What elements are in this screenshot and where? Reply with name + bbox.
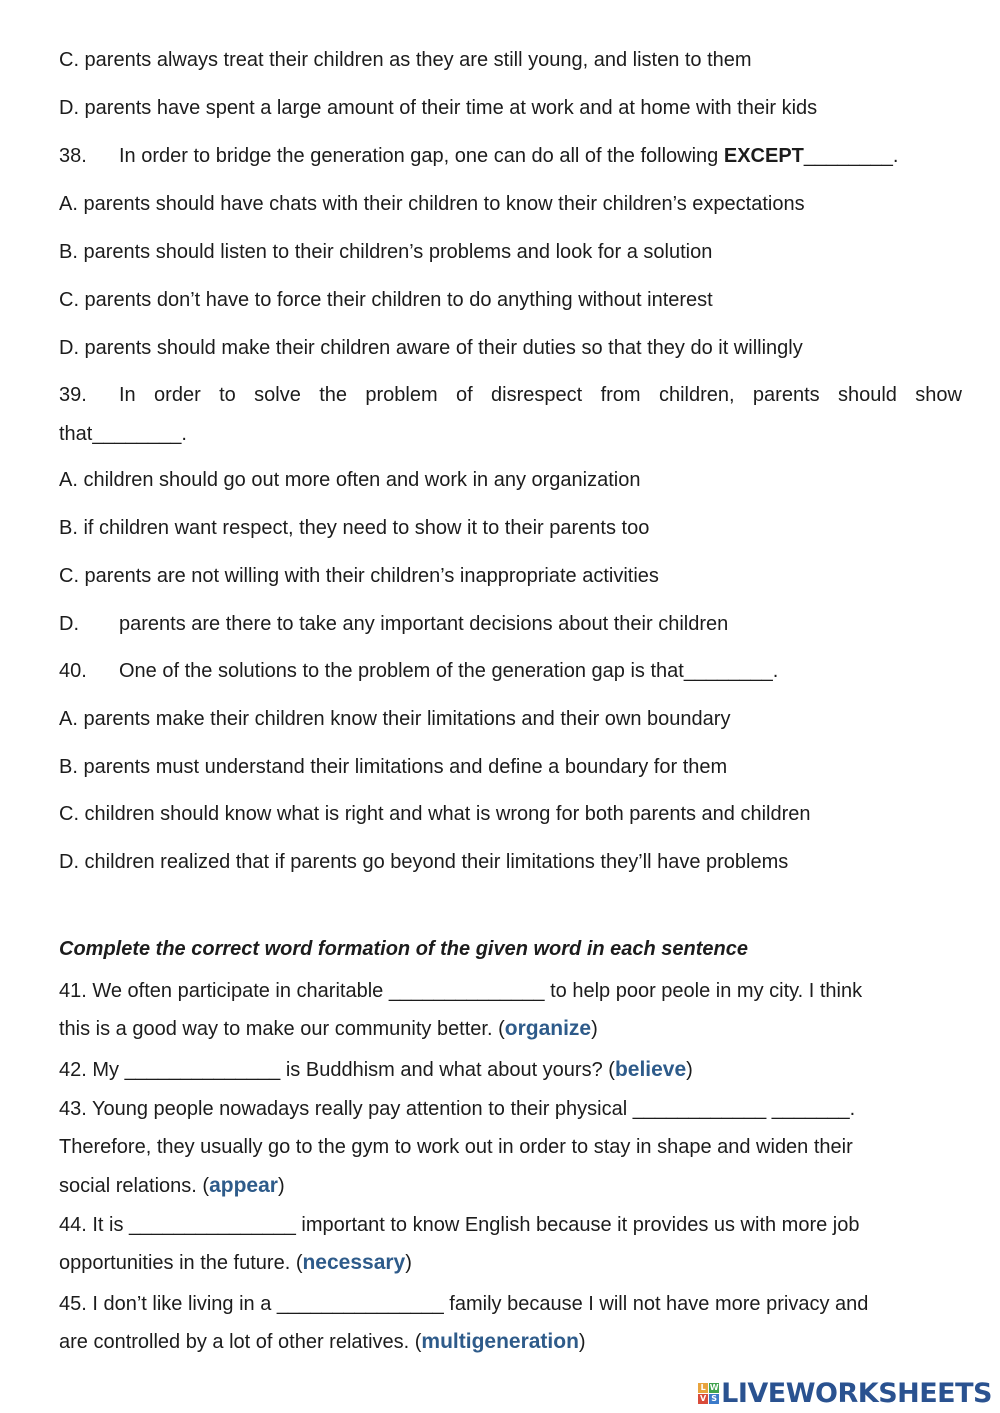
q39-option-d-letter: D. bbox=[59, 613, 79, 635]
q40-option-d: D. children realized that if parents go beyond their limitations they’ll have problems bbox=[59, 851, 789, 873]
q44-text: opportunities in the future. ( bbox=[59, 1252, 303, 1274]
q39-number: 39. bbox=[59, 384, 87, 406]
logo-mark-icon bbox=[698, 1383, 719, 1404]
q43-keyword: appear bbox=[209, 1174, 278, 1197]
q38-stem-except: EXCEPT bbox=[723, 145, 804, 167]
q38-number: 38. bbox=[59, 145, 87, 167]
logo-text: LIVEWORKSHEETS bbox=[721, 1378, 992, 1409]
liveworksheets-logo[interactable] bbox=[698, 1378, 992, 1409]
q42-text: 42. My ______________ is Buddhism and what about yours? ( bbox=[59, 1059, 615, 1081]
q41-text: this is a good way to make our community better. ( bbox=[59, 1018, 505, 1040]
q40-option-c: C. children should know what is right and what is wrong for both parents and children bbox=[59, 803, 811, 825]
q41-line1: 41. We often participate in charitable ______________ to help poor peole in my city. I think bbox=[59, 980, 863, 1002]
q39-stem bbox=[59, 383, 962, 407]
q43-line1: 43. Young people nowadays really pay attention to their physical ____________ _______. bbox=[59, 1098, 856, 1120]
q40-option-b: B. parents must understand their limitations and define a boundary for them bbox=[59, 756, 728, 778]
q40-option-a: A. parents make their children know their limitations and their own boundary bbox=[59, 708, 731, 730]
q45-close: ) bbox=[578, 1331, 586, 1353]
q45-line1: 45. I don’t like living in a _______________ family because I will not have more privacy and bbox=[59, 1293, 869, 1315]
q38-option-c: C. parents don’t have to force their children to do anything without interest bbox=[59, 289, 713, 311]
q44-keyword: necessary bbox=[302, 1251, 406, 1274]
q39-option-b: B. if children want respect, they need to show it to their parents too bbox=[59, 517, 650, 539]
q39-stem-text: In order to solve the problem of disrespect from children, parents should show bbox=[119, 384, 962, 406]
q39-option-d-text: parents are there to take any important decisions about their children bbox=[119, 613, 729, 635]
q39-option-c: C. parents are not willing with their children’s inappropriate activities bbox=[59, 565, 659, 587]
q42-keyword: believe bbox=[614, 1058, 687, 1081]
q38-option-d: D. parents should make their children aware of their duties so that they do it willingly bbox=[59, 337, 803, 359]
section-heading: Complete the correct word formation of the given word in each sentence bbox=[59, 938, 749, 960]
q40-number: 40. bbox=[59, 660, 87, 682]
q40-stem bbox=[59, 659, 962, 683]
q41-keyword: organize bbox=[504, 1017, 592, 1040]
q38-stem bbox=[59, 144, 962, 168]
logo-block-w: W bbox=[709, 1383, 719, 1392]
q44-close: ) bbox=[405, 1252, 412, 1274]
q45-keyword: multigeneration bbox=[421, 1330, 579, 1353]
logo-block-l: L bbox=[698, 1383, 708, 1393]
q43-line2: Therefore, they usually go to the gym to work out in order to stay in shape and widen their bbox=[59, 1136, 853, 1158]
q42-close: ) bbox=[686, 1059, 693, 1081]
q38-option-a: A. parents should have chats with their children to know their children’s expectations bbox=[59, 193, 805, 215]
logo-block-s: S bbox=[709, 1394, 719, 1404]
q41-line2 bbox=[59, 1017, 962, 1041]
q39-stem-line2: that________. bbox=[59, 423, 187, 445]
q44-line2 bbox=[59, 1251, 962, 1275]
logo-block-v: V bbox=[700, 1394, 707, 1403]
q40-stem-text: One of the solutions to the problem of the generation gap is that________. bbox=[119, 660, 779, 682]
q43-line3 bbox=[59, 1174, 962, 1198]
q44-line1: 44. It is _______________ important to know English because it provides us with more job bbox=[59, 1214, 860, 1236]
q43-text: social relations. ( bbox=[59, 1175, 210, 1197]
q45-line2 bbox=[59, 1330, 962, 1354]
q43-close: ) bbox=[277, 1175, 285, 1197]
q39-option-d bbox=[59, 612, 962, 636]
q38-option-b: B. parents should listen to their children’s problems and look for a solution bbox=[59, 241, 713, 263]
q37-option-d: D. parents have spent a large amount of their time at work and at home with their kids bbox=[59, 97, 818, 119]
q45-text: are controlled by a lot of other relatives. ( bbox=[59, 1331, 422, 1353]
q41-close: ) bbox=[591, 1018, 598, 1040]
q37-option-c: C. parents always treat their children as they are still young, and listen to them bbox=[59, 49, 752, 71]
q39-option-a: A. children should go out more often and work in any organization bbox=[59, 469, 641, 491]
q42-line bbox=[59, 1058, 962, 1082]
q38-blank: ________. bbox=[803, 145, 899, 167]
q38-stem-text: In order to bridge the generation gap, one can do all of the following bbox=[119, 145, 724, 167]
